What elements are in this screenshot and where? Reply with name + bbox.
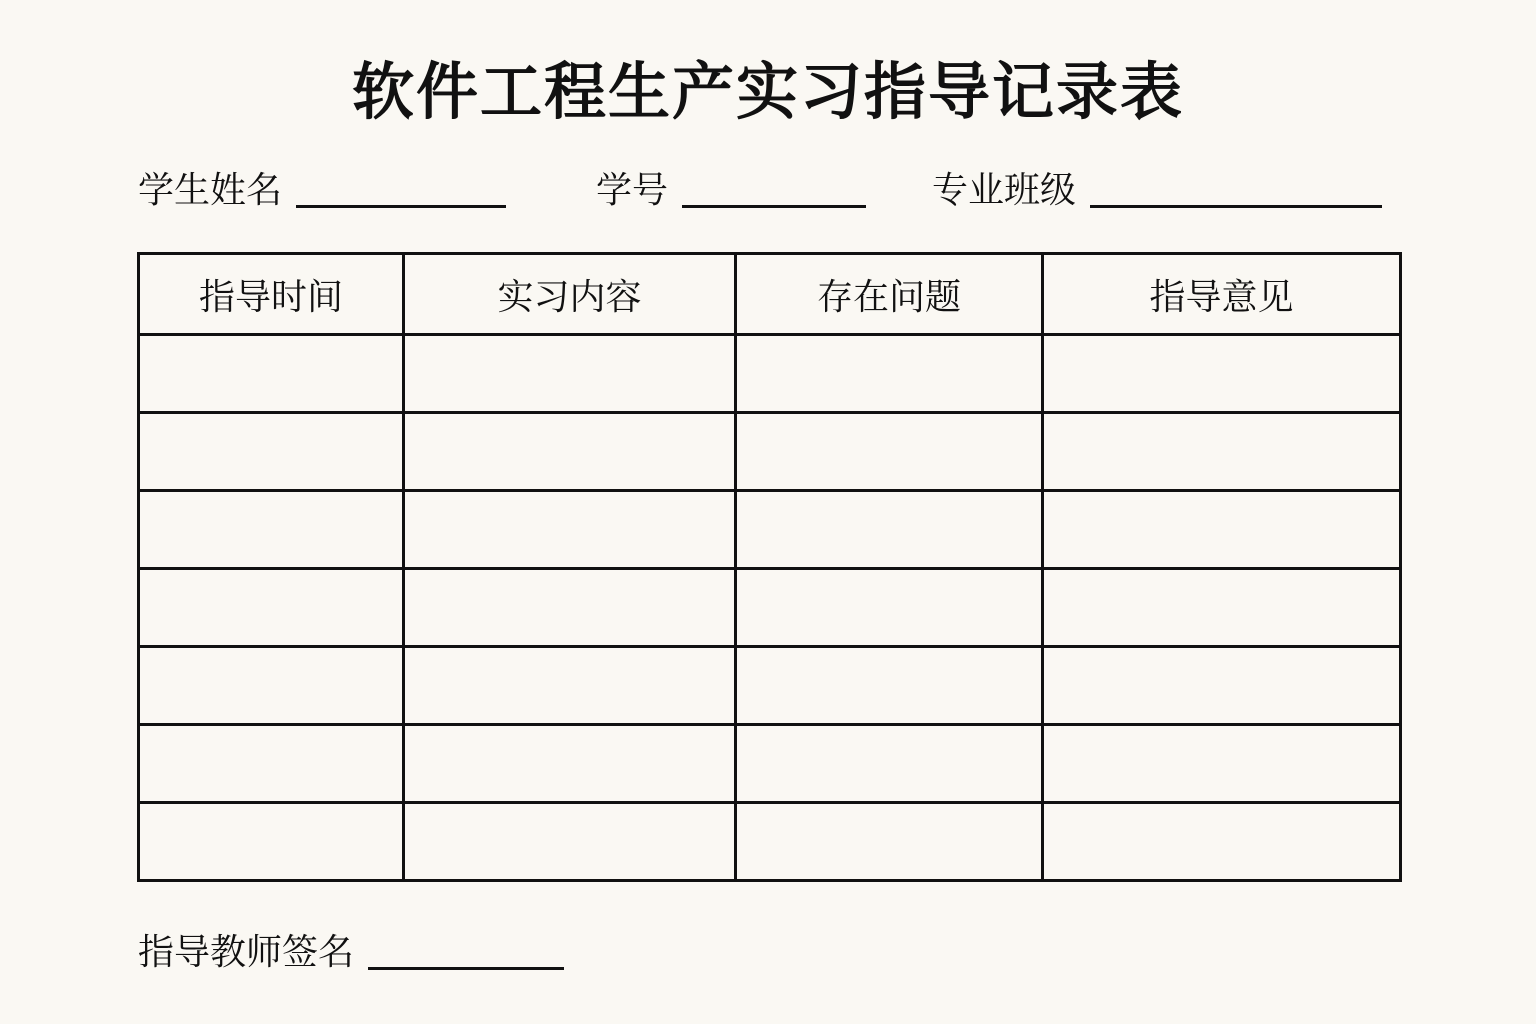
- cell-guidance-time[interactable]: [139, 413, 404, 491]
- guidance-record-table: [137, 252, 1402, 882]
- cell-guidance-time[interactable]: [139, 569, 404, 647]
- student-id-label: 学号: [596, 170, 669, 211]
- column-header-internship-content: 实习内容: [404, 254, 736, 335]
- cell-guidance-opinion[interactable]: [1043, 647, 1401, 725]
- cell-guidance-time[interactable]: [139, 491, 404, 569]
- table-row: [139, 413, 1401, 491]
- student-name-blank[interactable]: [296, 205, 506, 208]
- cell-existing-problems[interactable]: [736, 335, 1043, 413]
- column-header-existing-problems: 存在问题: [736, 254, 1043, 335]
- cell-guidance-opinion[interactable]: [1043, 569, 1401, 647]
- table-header-row: [139, 254, 1401, 335]
- cell-guidance-opinion[interactable]: [1043, 413, 1401, 491]
- student-name-field: [138, 164, 506, 214]
- cell-existing-problems[interactable]: [736, 725, 1043, 803]
- major-class-label: 专业班级: [932, 170, 1077, 211]
- cell-internship-content[interactable]: [404, 803, 736, 881]
- cell-internship-content[interactable]: [404, 569, 736, 647]
- table-row: [139, 491, 1401, 569]
- teacher-signature-blank[interactable]: [368, 967, 564, 970]
- cell-guidance-time[interactable]: [139, 647, 404, 725]
- form-title: 软件工程生产实习指导记录表: [351, 55, 1184, 128]
- cell-guidance-opinion[interactable]: [1043, 803, 1401, 881]
- cell-guidance-time[interactable]: [139, 725, 404, 803]
- student-id-field: [596, 164, 866, 214]
- cell-guidance-opinion[interactable]: [1043, 335, 1401, 413]
- cell-existing-problems[interactable]: [736, 569, 1043, 647]
- column-header-guidance-opinion: 指导意见: [1043, 254, 1401, 335]
- cell-guidance-opinion[interactable]: [1043, 725, 1401, 803]
- cell-internship-content[interactable]: [404, 335, 736, 413]
- table-body: [139, 335, 1401, 881]
- cell-guidance-time[interactable]: [139, 803, 404, 881]
- table-row: [139, 647, 1401, 725]
- major-class-blank[interactable]: [1090, 205, 1382, 208]
- cell-internship-content[interactable]: [404, 725, 736, 803]
- major-class-field: [932, 164, 1382, 214]
- teacher-signature-field: [138, 926, 564, 976]
- cell-existing-problems[interactable]: [736, 413, 1043, 491]
- table-row: [139, 803, 1401, 881]
- cell-internship-content[interactable]: [404, 647, 736, 725]
- table-row: [139, 725, 1401, 803]
- student-id-blank[interactable]: [682, 205, 866, 208]
- cell-existing-problems[interactable]: [736, 491, 1043, 569]
- cell-guidance-opinion[interactable]: [1043, 491, 1401, 569]
- cell-existing-problems[interactable]: [736, 803, 1043, 881]
- teacher-signature-label: 指导教师签名: [138, 932, 355, 973]
- cell-internship-content[interactable]: [404, 413, 736, 491]
- cell-guidance-time[interactable]: [139, 335, 404, 413]
- student-name-label: 学生姓名: [138, 170, 283, 211]
- cell-internship-content[interactable]: [404, 491, 736, 569]
- cell-existing-problems[interactable]: [736, 647, 1043, 725]
- column-header-guidance-time: 指导时间: [139, 254, 404, 335]
- table-row: [139, 569, 1401, 647]
- table-row: [139, 335, 1401, 413]
